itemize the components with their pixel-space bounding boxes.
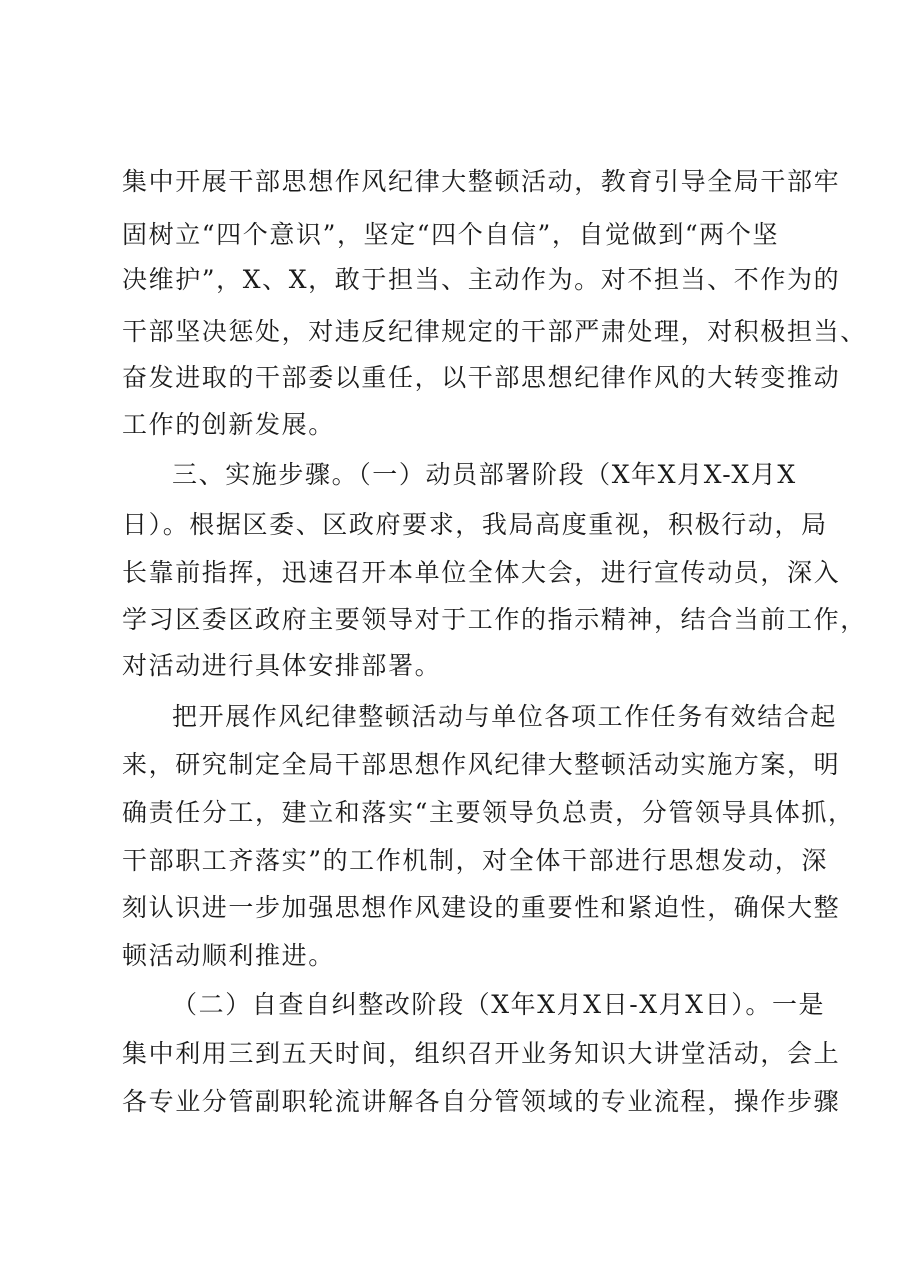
text-line: 奋发进取的干部委以重任，以干部思想纪律作风的大转变推动 xyxy=(122,363,841,392)
text-line: 工作的创新发展。 xyxy=(122,410,335,439)
text-line: 干部职工齐落实”的工作机制，对全体干部进行思想发动，深 xyxy=(122,846,828,875)
text-line: 确责任分工，建立和落实“主要领导负总责，分管领导具体抓， xyxy=(122,798,855,827)
text-line: 刻认识进一步加强思想作风建设的重要性和紧迫性，确保大整 xyxy=(122,893,841,922)
text-line: 各专业分管副职轮流讲解各自分管领域的专业流程，操作步骤 xyxy=(122,1087,841,1116)
text-line: （二）自查自纠整改阶段（X年X月X日-X月X日）。一是 xyxy=(172,990,826,1019)
text-line: 干部坚决惩处，对违反纪律规定的干部严肃处理，对积极担当、 xyxy=(122,317,867,346)
text-line: 顿活动顺利推进。 xyxy=(122,941,335,970)
text-line: 日）。根据区委、区政府要求，我局高度重视，积极行动，局 xyxy=(122,510,828,539)
text-line: 对活动进行具体安排部署。 xyxy=(122,651,442,680)
text-line: 三、实施步骤。（一）动员部署阶段（X年X月X-X月X xyxy=(172,460,797,489)
text-line: 长靠前指挥，迅速召开本单位全体大会，进行宣传动员，深入 xyxy=(122,558,841,587)
text-line: 学习区委区政府主要领导对于工作的指示精神，结合当前工作， xyxy=(122,605,867,634)
text-line: 决维护”，X、X，敢于担当、主动作为。对不担当、不作为的 xyxy=(122,265,841,294)
text-line: 集中利用三到五天时间，组织召开业务知识大讲堂活动，会上 xyxy=(122,1039,841,1068)
text-line: 固树立“四个意识”，坚定“四个自信”，自觉做到“两个坚 xyxy=(122,220,780,249)
text-line: 集中开展干部思想作风纪律大整顿活动，教育引导全局干部牢 xyxy=(122,167,841,196)
text-line: 来，研究制定全局干部思想作风纪律大整顿活动实施方案，明 xyxy=(122,750,841,779)
text-line: 把开展作风纪律整顿活动与单位各项工作任务有效结合起 xyxy=(172,702,838,731)
